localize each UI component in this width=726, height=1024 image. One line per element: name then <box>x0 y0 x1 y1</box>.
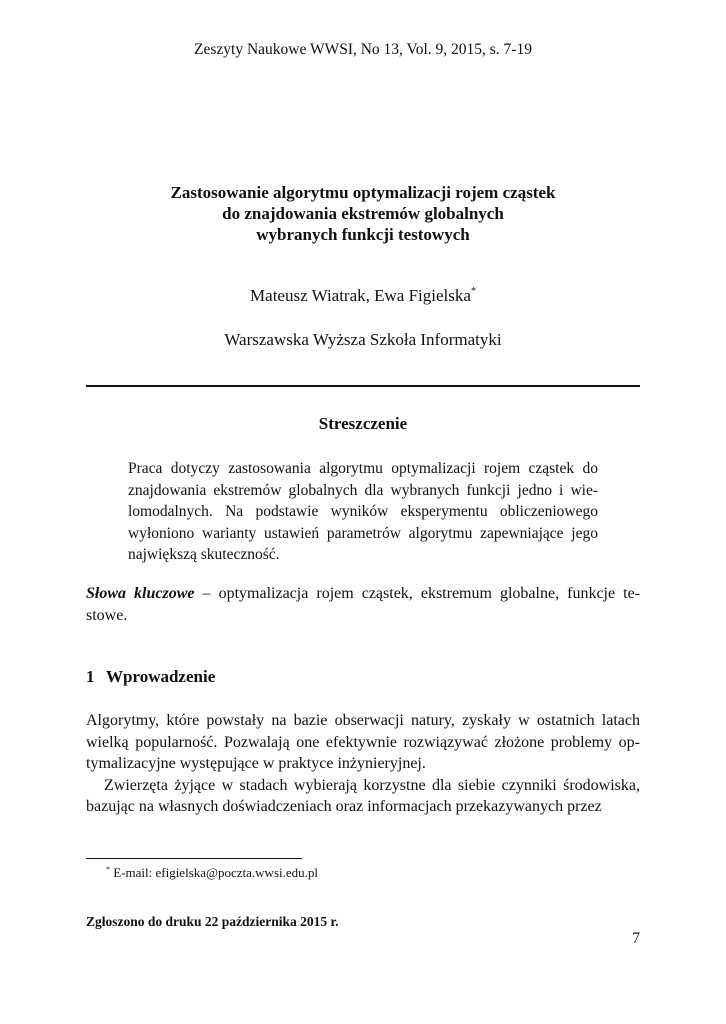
body-text <box>86 710 640 818</box>
author-footnote-mark: * <box>470 286 476 297</box>
footnote <box>106 865 626 881</box>
author-names: Mateusz Wiatrak, Ewa Figielska <box>250 286 471 305</box>
section-title: Wprowadzenie <box>106 667 216 686</box>
keywords-label: Słowa kluczowe <box>86 585 195 602</box>
body-paragraph-2: Zwierzęta żyjące w stadach wybierają korzystne dla siebie czynniki środowiska, bazując na własnych doświadczeniach oraz informacjach przekazywanych przez <box>86 776 640 815</box>
submission-note: Zgłoszono do druku 22 października 2015 r. <box>86 914 339 929</box>
footnote-divider <box>86 858 302 859</box>
keywords <box>86 583 640 626</box>
affiliation: Warszawska Wyższa Szkoła Informatyki <box>224 330 502 349</box>
abstract-text: Praca dotyczy zastosowania algorytmu optymalizacji rojem cząstek do znajdowania ekstremów globalnych dla wybranych funkcji jedno i wie-lomodalnych. Na podstawie wyników eksperymentu obliczeniowego wyłoniono warianty ustawień parametrów algorytmu zapewniające jego największą skuteczność. <box>128 460 598 563</box>
footnote-mark: * <box>106 865 110 874</box>
title-line-1: Zastosowanie algorytmu optymalizacji rojem cząstek <box>170 183 556 202</box>
running-header: Zeszyty Naukowe WWSI, No 13, Vol. 9, 2015, s. 7-19 <box>194 41 532 58</box>
page-number: 7 <box>632 930 640 947</box>
keywords-text: – optymalizacja rojem cząstek, ekstremum globalne, funkcje te-stowe. <box>86 585 641 624</box>
section-heading <box>86 667 640 687</box>
authors <box>0 286 726 306</box>
title-line-2: do znajdowania ekstremów globalnych <box>222 204 504 223</box>
title-line-3: wybranych funkcji testowych <box>256 225 470 244</box>
section-number: 1 <box>86 667 95 686</box>
paper-title <box>0 182 726 245</box>
body-paragraph-1: Algorytmy, które powstały na bazie obserwacji natury, zyskały w ostatnich latach wielką popularność. Pozwalają one efektywnie rozwiązywać złożone problemy op-tymalizacyjne występujące w praktyce inżynieryjnej. <box>86 712 640 772</box>
abstract-heading: Streszczenie <box>318 414 408 433</box>
title-divider <box>86 385 640 387</box>
footnote-text: E-mail: efigielska@poczta.wwsi.edu.pl <box>110 865 318 880</box>
